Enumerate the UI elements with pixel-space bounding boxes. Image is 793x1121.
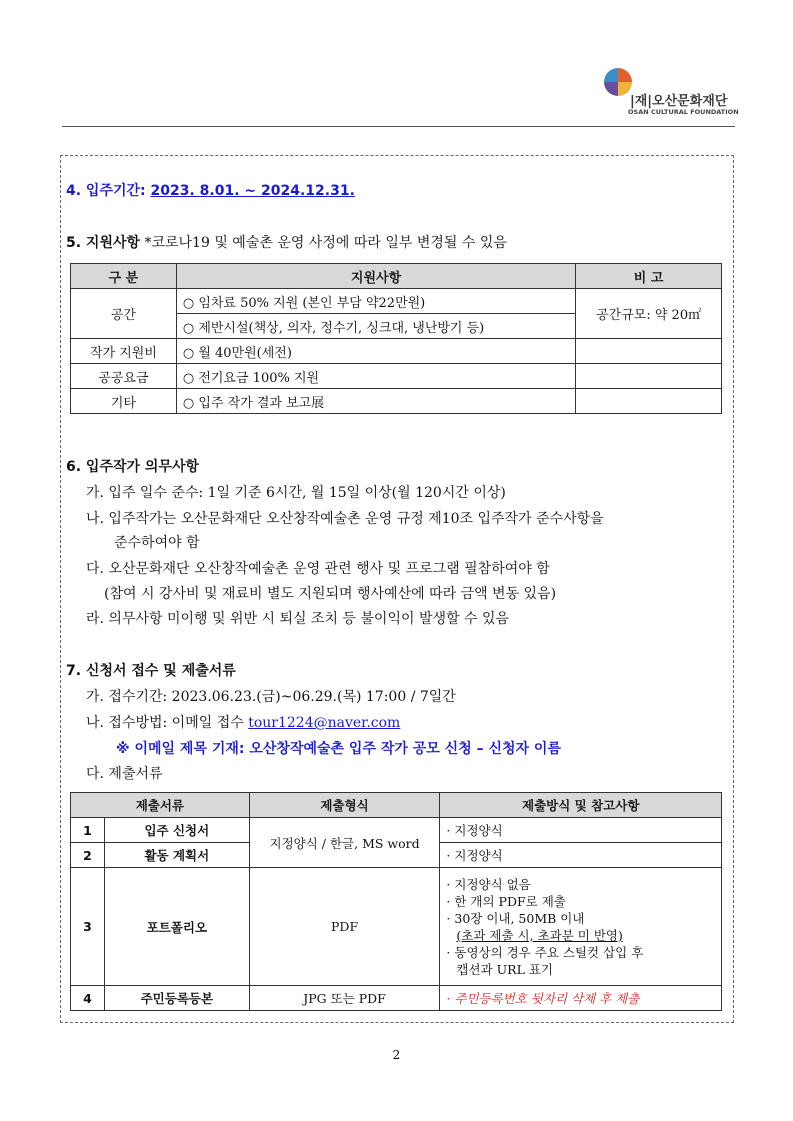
section-5-note: *코로나19 및 예술촌 운영 사정에 따라 일부 변경될 수 있음 [140, 235, 507, 251]
table-row [71, 364, 722, 389]
row-note: · 지정양식 [440, 843, 722, 868]
header-format: 제출형식 [249, 793, 440, 818]
note-line: · 동영상의 경우 주요 스틸컷 삽입 후 [446, 944, 644, 960]
duty-item: 라. 의무사항 미이행 및 위반 시 퇴실 조치 등 불이익이 발생할 수 있음 [86, 611, 509, 627]
header-support: 지원사항 [176, 264, 575, 289]
email-link[interactable]: tour1224@naver.com [248, 715, 401, 731]
documents-table [70, 792, 722, 1011]
row-number: 2 [71, 843, 105, 868]
row-item: ○ 전기요금 100% 지원 [176, 364, 575, 389]
section-4-label: 4. 입주기간: [66, 183, 146, 199]
duty-item-cont: (참여 시 강사비 및 재료비 별도 지원되며 행사예산에 따라 금액 변동 있음) [104, 586, 557, 602]
logo-name: |재|오산문화재단 [630, 94, 728, 109]
row-note: · 주민등록번호 뒷자리 삭제 후 제출 [440, 986, 722, 1011]
application-method [86, 712, 400, 732]
section-4 [66, 180, 355, 200]
duty-item: 가. 입주 일수 준수: 1일 기준 6시간, 월 15일 이상(월 120시간 이상) [86, 485, 506, 501]
section-5-label: 5. 지원사항 [66, 235, 141, 251]
section-5-heading [66, 232, 507, 252]
row-remark [576, 364, 722, 389]
foundation-logo [600, 68, 739, 120]
header-divider [62, 126, 735, 127]
note-line: 캡션과 URL 표기 [456, 961, 553, 977]
row-number: 3 [71, 868, 105, 986]
email-subject-note: ※ 이메일 제목 기재: 오산창작예술촌 입주 작가 공모 신청 – 신청자 이름 [116, 741, 561, 757]
section-7-title: 7. 신청서 접수 및 제출서류 [66, 663, 236, 679]
application-period: 가. 접수기간: 2023.06.23.(금)~06.29.(목) 17:00 / 7일간 [86, 689, 456, 705]
row-item: ○ 월 40만원(세전) [176, 339, 575, 364]
header-remarks: 비 고 [576, 264, 722, 289]
support-table-header [71, 264, 722, 289]
table-row [71, 818, 722, 843]
header-method: 제출방식 및 참고사항 [440, 793, 722, 818]
logo-subtitle: OSAN CULTURAL FOUNDATION [628, 108, 739, 116]
row-remark [576, 389, 722, 414]
row-document: 입주 신청서 [104, 818, 249, 843]
table-row [71, 289, 722, 314]
row-note: · 지정양식 [440, 818, 722, 843]
row-number: 4 [71, 986, 105, 1011]
table-row [71, 986, 722, 1011]
application-method-label: 나. 접수방법: 이메일 접수 [86, 715, 249, 731]
row-document: 활동 계획서 [104, 843, 249, 868]
support-table [70, 263, 722, 414]
table-row [71, 868, 722, 986]
duty-item: 나. 입주작가는 오산문화재단 오산창작예술촌 운영 규정 제10조 입주작가 준수사항을 [86, 511, 604, 527]
table-row [71, 339, 722, 364]
note-line: · 한 개의 PDF로 제출 [446, 893, 566, 909]
row-document: 주민등록등본 [104, 986, 249, 1011]
section-4-period: 2023. 8.01. ~ 2024.12.31. [150, 183, 355, 199]
row-label: 공공요금 [71, 364, 177, 389]
row-label: 기타 [71, 389, 177, 414]
logo-mark-icon [604, 68, 632, 96]
row-item: ○ 제반시설(책상, 의자, 정수기, 싱크대, 냉난방기 등) [176, 314, 575, 339]
page-number: 2 [392, 1048, 401, 1062]
row-remark [576, 339, 722, 364]
row-remark: 공간규모: 약 20㎡ [576, 289, 722, 339]
header-document: 제출서류 [71, 793, 250, 818]
row-format: 지정양식 / 한글, MS word [249, 818, 440, 868]
row-document: 포트폴리오 [104, 868, 249, 986]
duty-item: 다. 오산문화재단 오산창작예술촌 운영 관련 행사 및 프로그램 필참하여야 함 [86, 561, 550, 577]
table-row [71, 389, 722, 414]
row-format: JPG 또는 PDF [249, 986, 440, 1011]
note-line: · 30장 이내, 50MB 이내 [446, 910, 585, 926]
note-line: (초과 제출 시, 초과분 미 반영) [456, 927, 623, 943]
row-item: ○ 입주 작가 결과 보고展 [176, 389, 575, 414]
section-6-title: 6. 입주작가 의무사항 [66, 459, 199, 475]
row-label: 작가 지원비 [71, 339, 177, 364]
row-format: PDF [249, 868, 440, 986]
row-label: 공간 [71, 289, 177, 339]
row-note-list [440, 868, 722, 986]
documents-label: 다. 제출서류 [86, 766, 163, 782]
header-category: 구 분 [71, 264, 177, 289]
documents-table-header [71, 793, 722, 818]
row-item: ○ 임차료 50% 지원 (본인 부담 약22만원) [176, 289, 575, 314]
row-number: 1 [71, 818, 105, 843]
duty-item-cont: 준수하여야 함 [114, 535, 200, 551]
note-line: · 지정양식 없음 [446, 876, 531, 892]
